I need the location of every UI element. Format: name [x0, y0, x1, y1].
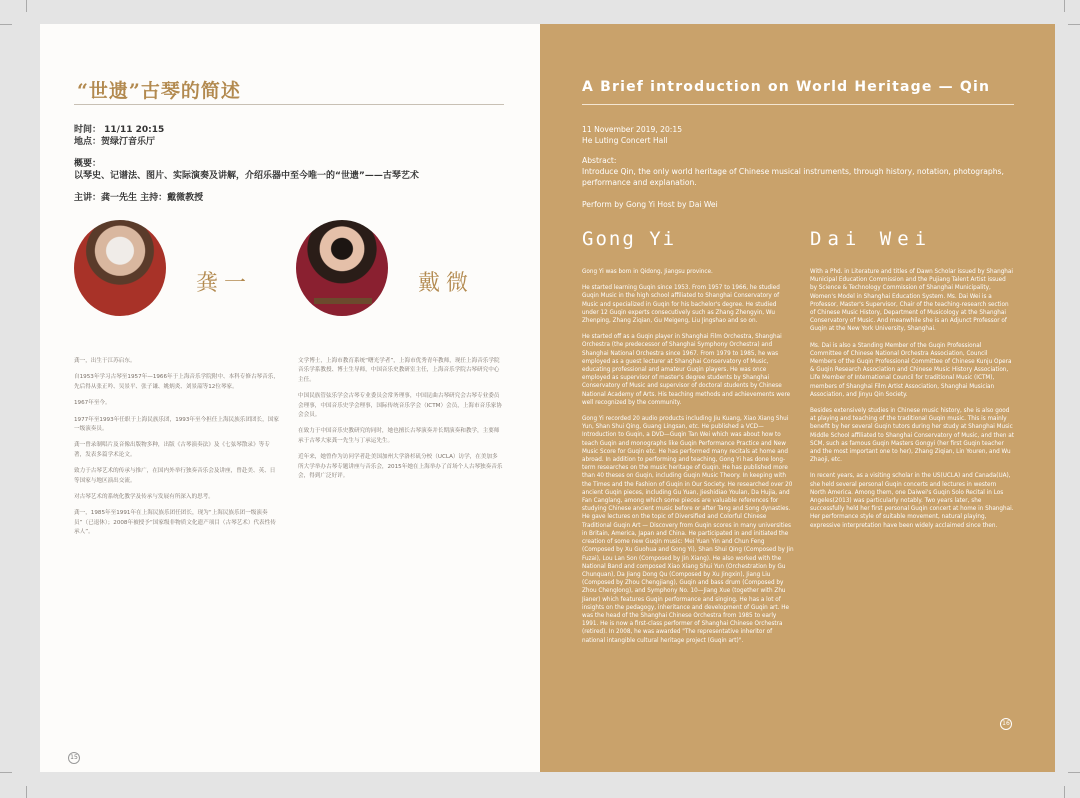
bio-paragraph: 对古琴艺术的系统化教学及传承与发展有所深入的思考。 — [74, 494, 214, 501]
event-date-en: 11 November 2019, 20:15 — [582, 125, 683, 134]
bio-paragraph: 近年来，她曾作为访问学者赴美国加州大学洛杉矶分校（UCLA）访学，在美加多所大学举办古琴专题讲座与音乐会，2015年她在上海举办了首场个人古琴独奏音乐会，得到广泛好评。 — [298, 454, 503, 480]
bio-paragraph: Ms. Dai is also a Standing Member of the Guqin Professional Committee of Chinese National Orchestra Association, Council Members of the Guqin Professional Committee of Chinese Kunju Opera & Guqin Research Association and Chinese Music History Association, Life Member of International Council for traditional Music (ICTM), members of Shanghai Film Artist Association, Shanghai Musician Association, and Jinyu Qin Society. — [810, 342, 1012, 398]
page-title-en: A Brief introduction on World Heritage — Qin — [582, 79, 991, 95]
credits-en: Perform by Gong Yi Host by Dai Wei — [582, 200, 718, 209]
event-venue-cn: 地点：贺绿汀音乐厅 — [74, 137, 156, 147]
abstract-cn: 以琴史、记谱法、图片、实际演奏及讲解，介绍乐器中至今唯一的“世遗”——古琴艺术 — [74, 171, 419, 181]
abstract-label-cn: 概要： — [74, 159, 102, 169]
bio-paragraph: Besides extensively studies in Chinese music history, she is also good at playing and teaching of the traditional Guqin music. This is mainly benefit by her several Guqin tutors during her study at Shanghai Music Middle School affiliated to Shanghai Conservatory of Music, and then at SCM, such as famous Guqin Masters Gongyi (her first Guqin teacher and the most important one to her), Zhang Ziqian, Lin Youren, and Wu Zhaoji, etc. — [810, 408, 1014, 464]
event-venue-en: He Luting Concert Hall — [582, 136, 668, 145]
bio-paragraph: 文学博士，上海市教育系统“曙光学者”，上海市优秀青年教师，现任上海音乐学院音乐学系教授、博士生导师，中国音乐史教研室主任，上海音乐学院古琴研究中心主任。 — [298, 358, 500, 383]
title-divider — [582, 104, 1014, 105]
bio-paragraph: 1977年至1993年任职于上海民族乐团，1993年至今担任上海民族乐团团长，国家一级演奏员。 — [74, 416, 279, 433]
bio-paragraph: 在致力于中国音乐史教研究的同时，她也擅长古琴演奏并长期演奏和教学，主要师承于古琴大家龚一先生与丁承运先生。 — [298, 428, 500, 444]
page-right-english — [540, 24, 1055, 772]
bio-paragraph: He started learning Guqin since 1953. From 1957 to 1966, he studied Guqin Music in the high school affiliated to Shanghai Conservatory of Music and specialized in Guqin for his bachelor's degree. He studied under 12 Guqin experts consecutively such as Zhang Zhengyin, Wu Zhenping, Zhang Ziqian, Gu Meigeng, Liu Jingshao and so on. — [582, 285, 780, 325]
page-number-left: 15 — [68, 752, 80, 764]
bio-paragraph: With a Phd. in Literature and titles of Dawn Scholar issued by Shanghai Municipal Education Commission and the Pujiang Talent Artist issued by Science & Technology Commission of Shanghai Municipality, Women's Model in Shanghai Education System. Ms. Dai Wei is a Professor, Master's Supervisor, Chair of the teaching-research section of Chinese Music History, Department of Musicology at the Shanghai Conservatory of Music. And meanwhile she is an Adjunct Professor of Guqin at the New York University, Shanghai. — [810, 269, 1013, 333]
bio-dai-wei-en — [810, 268, 1014, 538]
abstract-label-en: Abstract: — [582, 156, 617, 165]
bio-paragraph: 龚一，1985年至1991年在上海民族乐团任团长，现为“上海民族乐团一级演奏员”（已退休）；2008年被授予“国家级非物质文化遗产项目（古琴艺术）代表性传承人”。 — [74, 510, 276, 536]
bio-paragraph: In recent years, as a visiting scholar in the US(UCLA) and Canada(UA), she held several personal Guqin concerts and lectures in western North America. Among them, one Daiwei's Guqin Solo Recital in Los Angeles(2013) was particularly notably. Two years later, she successfully held her first personal Guqin concert at home in Shanghai. Her performance style of suitable movement, natural playing, expressive interpretation have been widely acclaimed since then. — [810, 473, 1014, 529]
name-gong-yi-en: Gong Yi — [582, 228, 677, 250]
page-title-cn: “世遗”古琴的简述 — [77, 80, 241, 102]
name-gong-yi-cn: 龚一 — [196, 271, 253, 296]
title-divider — [74, 104, 504, 105]
page-number-right: 16 — [1000, 718, 1012, 730]
bio-paragraph: Gong Yi was born in Qidong, Jiangsu province. — [582, 269, 713, 275]
bio-paragraph: 龚一，出生于江苏启东。 — [74, 358, 136, 364]
name-dai-wei-cn: 戴微 — [418, 271, 475, 296]
bio-paragraph: 致力于古琴艺术的传承与推广，在国内外举行独奏音乐会及讲座，曾赴美、英、日等国家与地区演出交流。 — [74, 468, 276, 484]
page-left-chinese — [40, 24, 540, 772]
bio-paragraph: 1967年至今。 — [74, 400, 111, 407]
abstract-en: Introduce Qin, the only world heritage of Chinese musical instruments, through history, notation, photographs, performance and explanation. — [582, 167, 1004, 187]
name-dai-wei-en: Dai Wei — [810, 228, 933, 250]
hosts-cn: 主讲：龚一先生 主持：戴微教授 — [74, 193, 204, 203]
bio-paragraph: 龚一曾录制唱片及音像出版物多种，出版《古琴演奏法》及《七弦琴散录》等专著，发表多篇学术论文。 — [74, 442, 270, 458]
portrait-dai-wei — [296, 220, 388, 316]
bio-paragraph: He started off as a Guqin player in Shanghai Film Orchestra, Shanghai Orchestra (the predecessor of Shanghai Symphony Orchestra) and Shanghai National Orchestra since 1967. From 1979 to 1985, he was employed as a guest lecturer at Shanghai Conservatory of Music, educating professional and amateur Guqin players. He was once employed as supervisor of master's degree students by Shanghai Conservatory of Music and supervisor of doctoral students by Chinese National Academy of Arts. His teaching methods and achievements were well recognized by the community. — [582, 334, 791, 406]
event-time-cn: 时间： 11/11 20:15 — [74, 125, 165, 135]
bio-gong-yi-cn — [74, 357, 279, 545]
bio-paragraph: Gong Yi recorded 20 audio products including Jiu Kuang, Xiao Xiang Shui Yun, Shan Shui Qing, Guang Lingsan, etc. He published a VCD—Introduction to Guqin, a DVD—Guqin Tan Wei which was about how to teach Guqin and monographs like Guqin Performance Practice and New Music Score for Guqin etc. He has performed many recitals at home and abroad. In addition to performing and teaching, Gong Yi has done long-term researches on the music heritage of Guqin. He has published more than 40 theses on Guqin, including Guqin Music Theory. In keeping with the Times and the Fashion of Guqin in Our Society. He researched over 20 ancient Guqin pieces, including Gu Yuan, Jieshidiao Youlan, Da Hujia, and Fan Canglang, among which some pieces are valuable references for studying Chinese ancient music before or after Tang and Song dynasties. He gave lectures on the topic of Diversified and Colorful Chinese Traditional Guqin Art — Discovery from Guqin scores in many universities in Britain, America, Japan and China. He participated in and initiated the creation of some new Guqin music: Mei Yuan Yin and Chun Feng (Composed by Xu Guohua and Gong Yi), Shan Shui Qing (Composed by Jin Fuzai), Lou Lan Son (Composed by Jin Xiang). He also worked with the National Band and composed Xiao Xiang Shui Yun (Orchestration by Gu Chunquan), Da Jiang Dong Qu (Composed by Xu Jingxin), Jiang Liu (Composed by Zhou Chengjiang), Guqin and bass drum (Composed by Zhou Chenglong), and Symphony No. 10—Jiang Xue (together with Zhu Jianer) which features Guqin performance and singing. He has a lot of insights on the pedagogy, inheritance and development of Guqin art. He was the head of the Shanghai Chinese Orchestra from 1985 to early 1991. He is now a first-class performer of Shanghai Chinese Orchestra (retired). In 2008, he was awarded "The representative inheritor of national intangible cultural heritage project (Guqin art)". — [582, 416, 794, 644]
bio-gong-yi-en — [582, 268, 794, 653]
bio-dai-wei-cn — [298, 357, 503, 488]
bio-paragraph: 自1953年学习古琴至1957年—1966年于上海音乐学院附中、本科专修古琴音乐，先后得从张正吟、吴景平、张子谦、姚炳炎、刘景韶等12位琴家。 — [74, 374, 279, 390]
portrait-gong-yi — [74, 220, 166, 316]
bio-paragraph: 中国民族管弦乐学会古琴专业委员会常务理事，中国昆曲古琴研究会古琴专业委员会理事，中国音乐史学会理事，国际传统音乐学会（ICTM）会员，上海市音乐家协会会员。 — [298, 393, 502, 419]
